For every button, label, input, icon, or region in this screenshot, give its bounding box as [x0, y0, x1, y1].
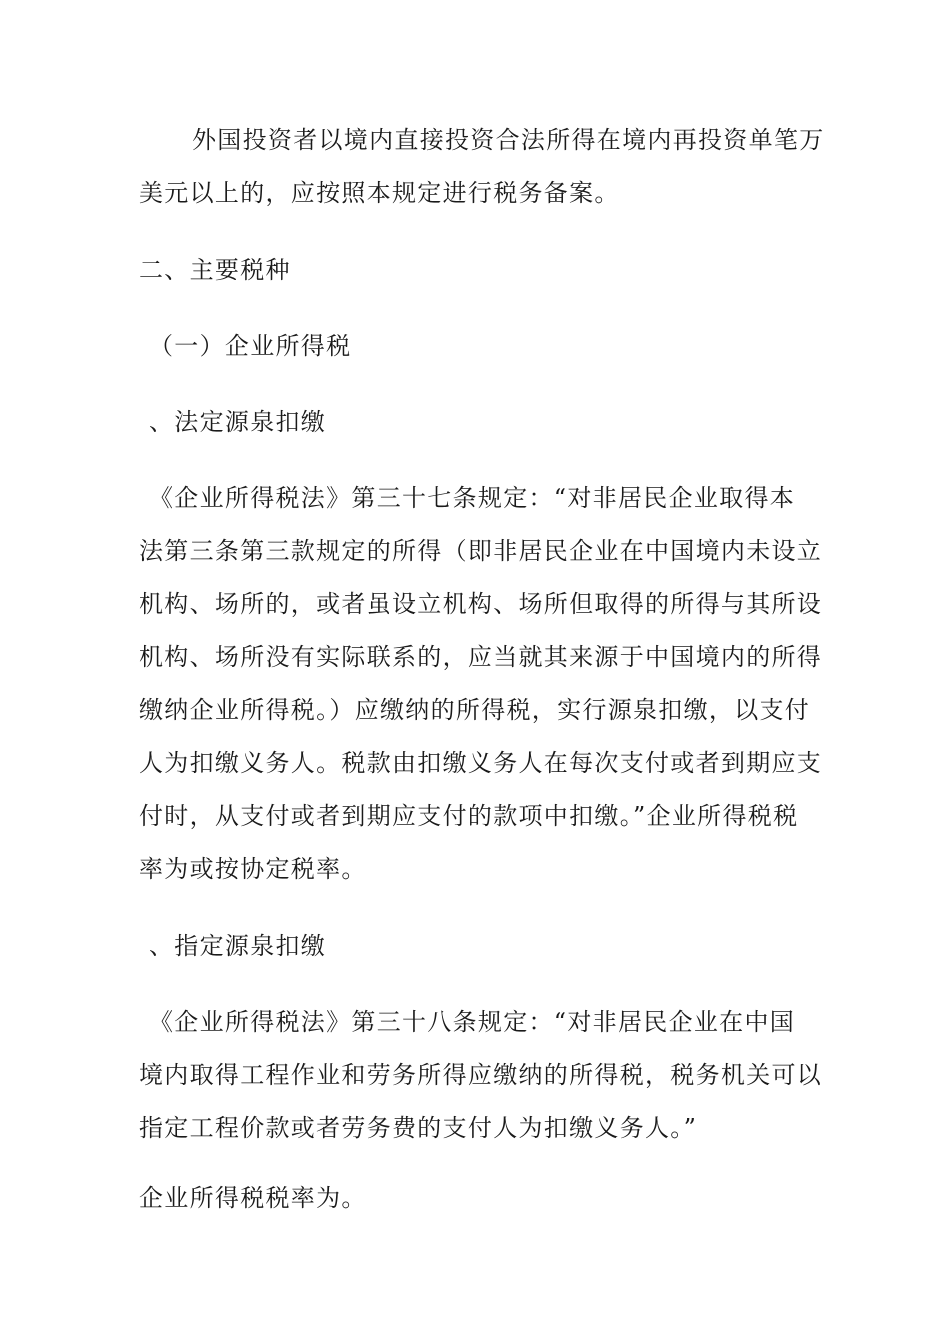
paragraph-2-line-1: 《企业所得税法》第三十七条规定：“对非居民企业取得本 — [149, 484, 796, 512]
paragraph-1-line-2: 美元以上的，应按照本规定进行税务备案。 — [139, 179, 620, 207]
paragraph-2-line-2: 法第三条第三款规定的所得（即非居民企业在中国境内未设立 — [139, 537, 823, 565]
paragraph-4: 企业所得税税率为。 — [139, 1184, 367, 1212]
paragraph-2-line-8: 率为或按协定税率。 — [139, 855, 367, 883]
paragraph-2-line-4: 机构、场所没有实际联系的，应当就其来源于中国境内的所得 — [139, 643, 823, 671]
paragraph-3-line-2: 境内取得工程作业和劳务所得应缴纳的所得税，税务机关可以 — [139, 1061, 823, 1089]
subheading-statutory-withholding: 、法定源泉扣缴 — [149, 408, 327, 436]
paragraph-3-line-1: 《企业所得税法》第三十八条规定：“对非居民企业在中国 — [149, 1008, 796, 1036]
paragraph-2-line-3: 机构、场所的，或者虽设立机构、场所但取得的所得与其所设 — [139, 590, 823, 618]
paragraph-2-line-7: 付时，从支付或者到期应支付的款项中扣缴。”企业所得税税 — [139, 802, 799, 830]
subheading-designated-withholding: 、指定源泉扣缴 — [149, 932, 327, 960]
paragraph-2-line-6: 人为扣缴义务人。税款由扣缴义务人在每次支付或者到期应支 — [139, 749, 823, 777]
section-heading-main-taxes: 二、主要税种 — [139, 256, 291, 284]
paragraph-1-line-1: 外国投资者以境内直接投资合法所得在境内再投资单笔万 — [192, 126, 825, 154]
section-heading-enterprise-income-tax: （一）企业所得税 — [149, 332, 352, 360]
paragraph-2-line-5: 缴纳企业所得税。）应缴纳的所得税，实行源泉扣缴，以支付 — [139, 696, 811, 724]
paragraph-3-line-3: 指定工程价款或者劳务费的支付人为扣缴义务人。” — [139, 1114, 698, 1142]
